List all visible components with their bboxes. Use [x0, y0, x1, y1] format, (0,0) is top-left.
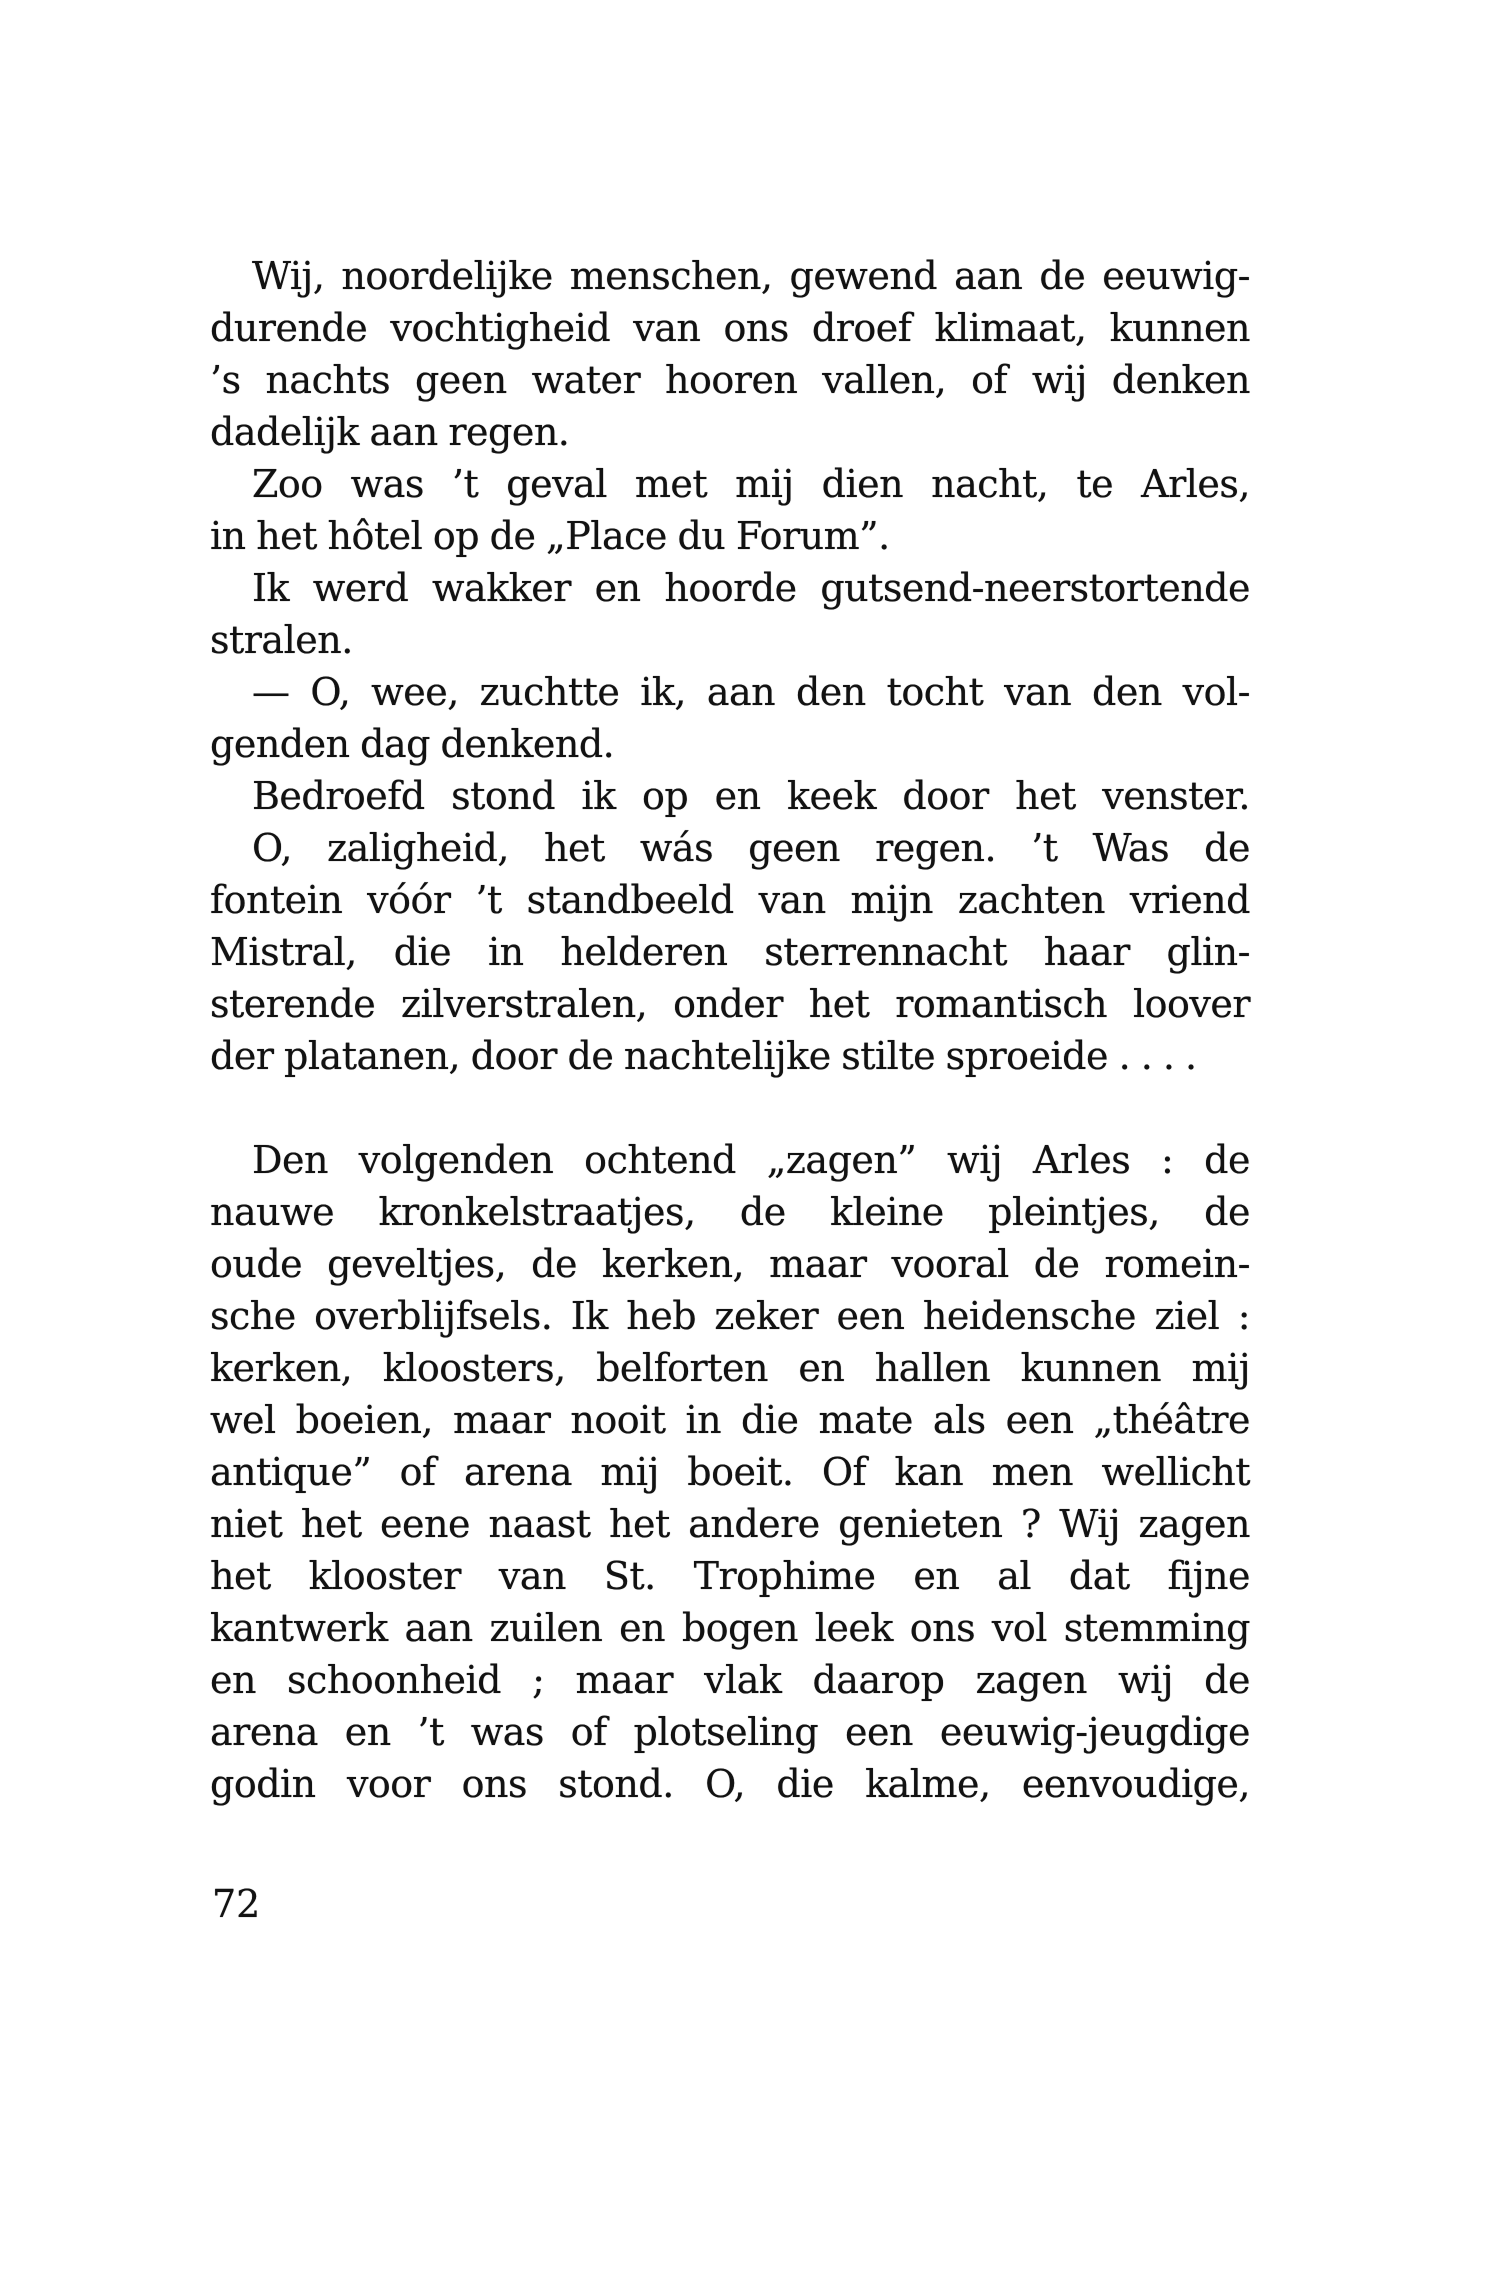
text-line: in het hôtel op de „Place du Forum”.	[210, 514, 890, 558]
text-line: stralen.	[210, 618, 353, 662]
text-line: Den volgenden ochtend „zagen” wij Arles : de	[252, 1138, 1250, 1182]
text-line: wel boeien, maar nooit in die mate als een „théâtre	[210, 1398, 1250, 1442]
text-line: durende vochtigheid van ons droef klimaat, kunnen	[210, 306, 1250, 350]
paragraph	[210, 250, 1250, 458]
text-line: — O, wee, zuchtte ik, aan den tocht van den vol-	[252, 670, 1250, 714]
text-line: nauwe kronkelstraatjes, de kleine pleintjes, de	[210, 1190, 1250, 1234]
text-line: Mistral, die in helderen sterrennacht haar glin-	[210, 930, 1250, 974]
text-line: sche overblijfsels. Ik heb zeker een heidensche ziel :	[210, 1294, 1250, 1338]
text-line: antique” of arena mij boeit. Of kan men wellicht	[210, 1450, 1250, 1494]
text-line: oude geveltjes, de kerken, maar vooral de romein-	[210, 1242, 1250, 1286]
text-line: kerken, kloosters, belforten en hallen kunnen mij	[210, 1346, 1250, 1390]
text-line: Zoo was ’t geval met mij dien nacht, te Arles,	[252, 462, 1250, 506]
text-line: kantwerk aan zuilen en bogen leek ons vol stemming	[210, 1606, 1250, 1650]
text-line: Wij, noordelijke menschen, gewend aan de eeuwig-	[252, 254, 1250, 298]
text-line: het klooster van St. Trophime en al dat fijne	[210, 1554, 1250, 1598]
text-block	[210, 250, 1250, 1810]
text-line: Ik werd wakker en hoorde gutsend-neerstortende	[252, 566, 1250, 610]
text-line: genden dag denkend.	[210, 722, 615, 766]
text-line: sterende zilverstralen, onder het romantisch loover	[210, 982, 1250, 1026]
text-line: ’s nachts geen water hooren vallen, of wij denken	[210, 358, 1250, 402]
paragraph	[210, 458, 1250, 562]
text-line: Bedroefd stond ik op en keek door het venster.	[252, 774, 1250, 818]
paragraph	[210, 770, 1250, 822]
paragraph	[210, 1134, 1250, 1810]
text-line: O, zaligheid, het wás geen regen. ’t Was de	[252, 826, 1250, 870]
paragraph	[210, 822, 1250, 1082]
text-line: fontein vóór ’t standbeeld van mijn zachten vriend	[210, 878, 1250, 922]
text-line: godin voor ons stond. O, die kalme, eenvoudige,	[210, 1762, 1250, 1806]
text-line: dadelijk aan regen.	[210, 410, 570, 454]
paragraph	[210, 666, 1250, 770]
page-number: 72	[212, 1882, 261, 1926]
paragraph	[210, 562, 1250, 666]
text-line: niet het eene naast het andere genieten ? Wij zagen	[210, 1502, 1250, 1546]
text-line: arena en ’t was of plotseling een eeuwig-jeugdige	[210, 1710, 1250, 1754]
text-line: der platanen, door de nachtelijke stilte sproeide . . . .	[210, 1034, 1197, 1078]
text-line: en schoonheid ; maar vlak daarop zagen wij de	[210, 1658, 1250, 1702]
